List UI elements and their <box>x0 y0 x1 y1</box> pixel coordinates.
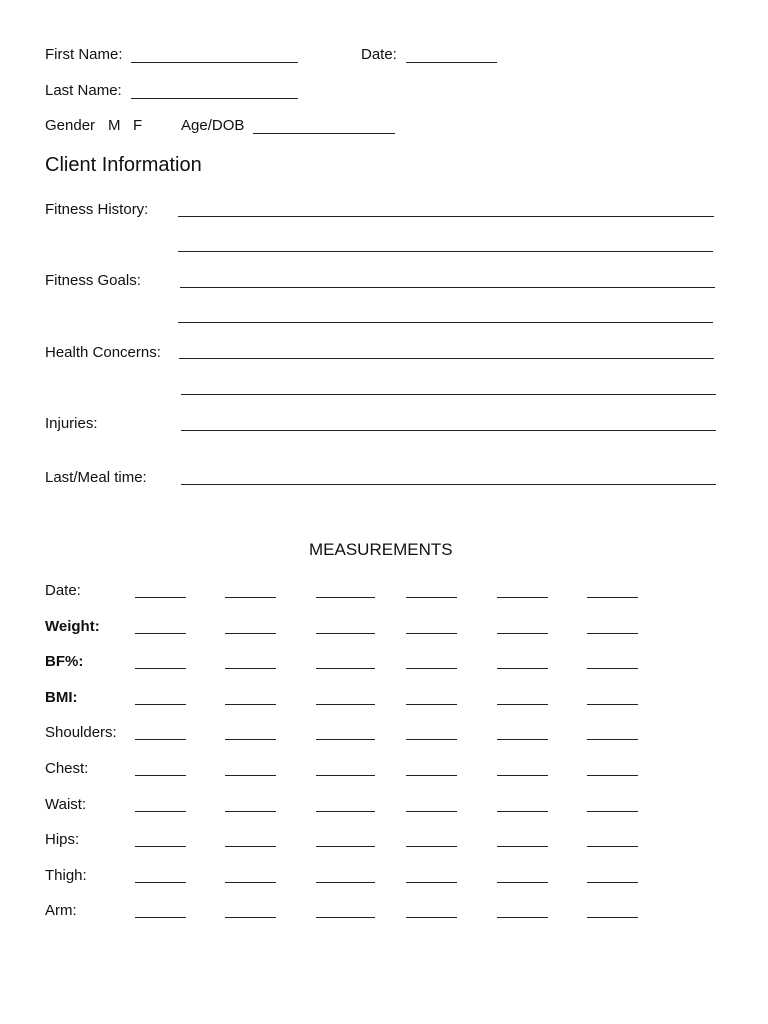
measurement-field[interactable] <box>497 882 548 883</box>
measurement-field[interactable] <box>587 739 638 740</box>
measurement-label: Chest: <box>45 760 89 777</box>
measurement-field[interactable] <box>225 811 276 812</box>
measurement-field[interactable] <box>316 597 375 598</box>
measurement-field[interactable] <box>587 882 638 883</box>
measurement-field[interactable] <box>406 704 457 705</box>
measurements-title: MEASUREMENTS <box>309 540 453 559</box>
measurement-field[interactable] <box>316 668 375 669</box>
measurement-field[interactable] <box>587 775 638 776</box>
measurement-label: Date: <box>45 582 81 599</box>
last-meal-field[interactable] <box>181 484 716 485</box>
age-dob-label: Age/DOB <box>181 117 245 134</box>
measurement-field[interactable] <box>587 633 638 634</box>
gender-option-f[interactable]: F <box>133 117 143 134</box>
measurement-field[interactable] <box>316 704 375 705</box>
measurement-field[interactable] <box>316 917 375 918</box>
first-name-label: First Name: <box>45 46 123 63</box>
last-name-field[interactable] <box>131 98 298 99</box>
measurement-field[interactable] <box>406 917 457 918</box>
measurement-field[interactable] <box>135 633 186 634</box>
gender-label: Gender <box>45 117 96 134</box>
fitness-history-label: Fitness History: <box>45 201 149 218</box>
first-name-field[interactable] <box>131 62 298 63</box>
measurement-field[interactable] <box>406 882 457 883</box>
measurement-field[interactable] <box>587 597 638 598</box>
measurement-field[interactable] <box>406 668 457 669</box>
injuries-label: Injuries: <box>45 415 98 432</box>
measurement-label: Waist: <box>45 796 87 813</box>
fitness-history-field-2[interactable] <box>178 251 713 252</box>
measurement-field[interactable] <box>135 739 186 740</box>
measurement-field[interactable] <box>316 811 375 812</box>
measurement-field[interactable] <box>316 775 375 776</box>
measurement-field[interactable] <box>135 704 186 705</box>
measurement-field[interactable] <box>225 739 276 740</box>
measurement-field[interactable] <box>497 917 548 918</box>
measurement-field[interactable] <box>587 704 638 705</box>
fitness-goals-label: Fitness Goals: <box>45 272 141 289</box>
measurement-field[interactable] <box>587 668 638 669</box>
measurement-label: Arm: <box>45 902 77 919</box>
measurement-field[interactable] <box>587 846 638 847</box>
date-label: Date: <box>361 46 397 63</box>
fitness-goals-field-1[interactable] <box>180 287 715 288</box>
age-dob-field[interactable] <box>253 133 395 134</box>
measurement-field[interactable] <box>135 846 186 847</box>
measurement-label: Hips: <box>45 831 80 848</box>
measurement-field[interactable] <box>135 775 186 776</box>
measurement-field[interactable] <box>316 846 375 847</box>
measurement-field[interactable] <box>225 775 276 776</box>
measurement-field[interactable] <box>225 704 276 705</box>
measurement-label: Shoulders: <box>45 724 117 741</box>
health-concerns-field-1[interactable] <box>179 358 714 359</box>
fitness-history-field-1[interactable] <box>178 216 714 217</box>
measurement-field[interactable] <box>135 811 186 812</box>
measurement-field[interactable] <box>497 846 548 847</box>
measurement-field[interactable] <box>497 633 548 634</box>
measurement-field[interactable] <box>406 597 457 598</box>
measurement-field[interactable] <box>406 633 457 634</box>
measurement-field[interactable] <box>406 846 457 847</box>
measurement-field[interactable] <box>497 775 548 776</box>
injuries-field[interactable] <box>181 430 716 431</box>
measurement-label: Thigh: <box>45 867 87 884</box>
fitness-goals-field-2[interactable] <box>178 322 713 323</box>
measurement-field[interactable] <box>225 846 276 847</box>
measurement-field[interactable] <box>406 811 457 812</box>
gender-option-m[interactable]: M <box>108 117 121 134</box>
measurement-label: Weight: <box>45 618 100 635</box>
measurement-field[interactable] <box>225 917 276 918</box>
measurement-field[interactable] <box>135 882 186 883</box>
client-information-title: Client Information <box>45 154 202 176</box>
measurement-field[interactable] <box>225 668 276 669</box>
measurement-field[interactable] <box>225 633 276 634</box>
measurement-field[interactable] <box>135 597 186 598</box>
measurement-field[interactable] <box>406 775 457 776</box>
health-concerns-field-2[interactable] <box>181 394 716 395</box>
measurement-label: BMI: <box>45 689 78 706</box>
measurement-field[interactable] <box>497 668 548 669</box>
date-field[interactable] <box>406 62 497 63</box>
measurement-field[interactable] <box>497 704 548 705</box>
measurement-field[interactable] <box>497 811 548 812</box>
measurement-field[interactable] <box>497 597 548 598</box>
measurement-field[interactable] <box>497 739 548 740</box>
measurement-field[interactable] <box>316 633 375 634</box>
measurement-field[interactable] <box>135 917 186 918</box>
measurement-field[interactable] <box>316 739 375 740</box>
last-meal-label: Last/Meal time: <box>45 469 147 486</box>
health-concerns-label: Health Concerns: <box>45 344 161 361</box>
measurement-field[interactable] <box>587 917 638 918</box>
measurement-field[interactable] <box>225 882 276 883</box>
measurement-field[interactable] <box>406 739 457 740</box>
measurement-field[interactable] <box>225 597 276 598</box>
measurement-field[interactable] <box>316 882 375 883</box>
measurement-field[interactable] <box>587 811 638 812</box>
measurement-label: BF%: <box>45 653 84 670</box>
measurement-field[interactable] <box>135 668 186 669</box>
last-name-label: Last Name: <box>45 82 122 99</box>
